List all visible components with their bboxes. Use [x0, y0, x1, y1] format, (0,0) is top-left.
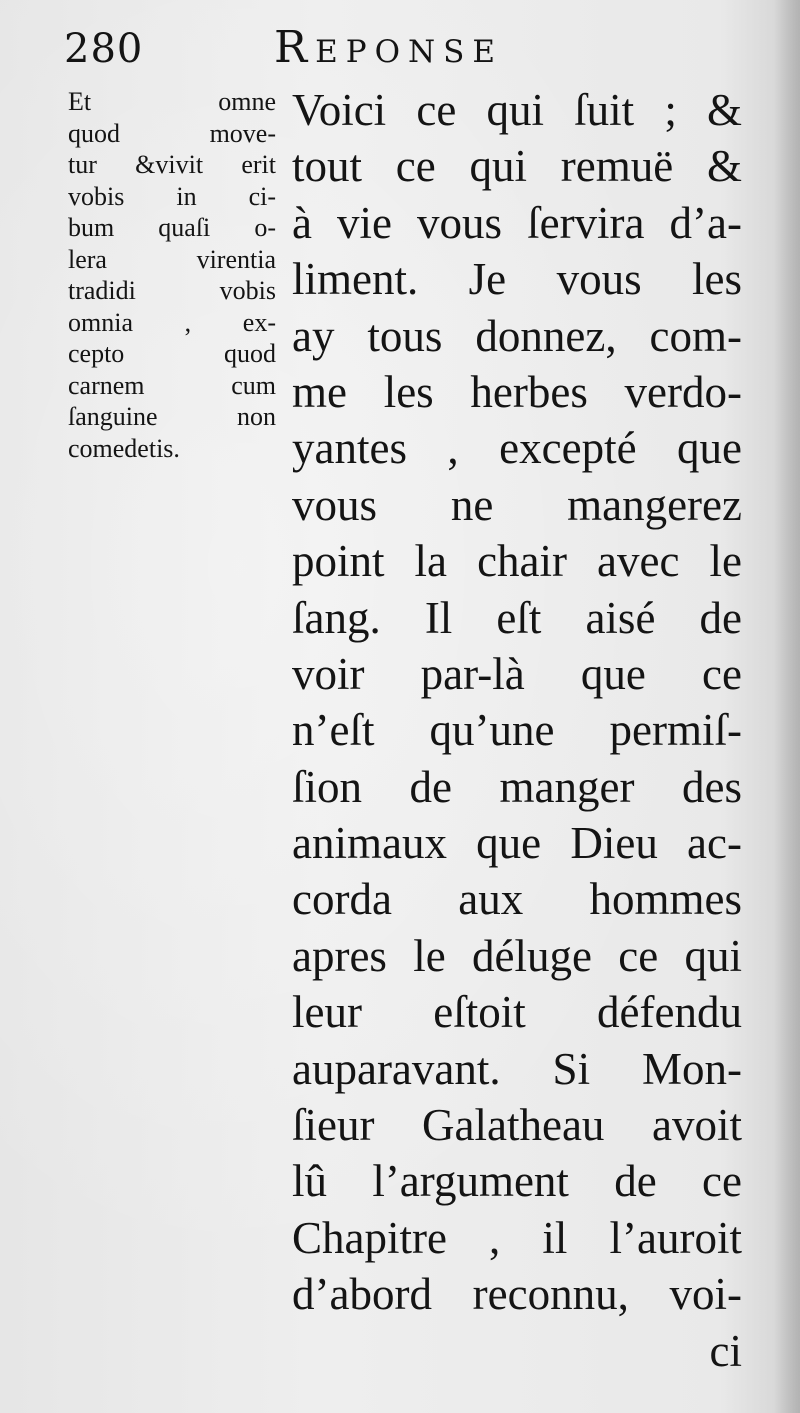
text-line: tout ce qui remuë &	[292, 141, 742, 192]
text-line: corda aux hommes	[292, 874, 742, 925]
text-line: ay tous donnez, com-	[292, 310, 742, 361]
margin-note-line: Et omne	[68, 87, 276, 116]
text-line: d’abord reconnu, voi-	[292, 1269, 742, 1320]
text-line: lû l’argument de ce	[292, 1156, 742, 1207]
margin-note-line: tur &vivit erit	[68, 150, 276, 179]
text-line: apres le déluge ce qui	[292, 930, 742, 981]
text-line: vous ne mangerez	[292, 479, 742, 530]
text-line: à vie vous ſervira d’a-	[292, 197, 742, 248]
text-line: ſang. Il eſt aisé de	[292, 592, 742, 643]
margin-note-line: vobis in ci-	[68, 181, 276, 211]
page-number: 280	[64, 26, 144, 72]
text-line: animaux que Dieu ac-	[292, 818, 742, 869]
text-line: Voici ce qui ſuit ; &	[292, 85, 742, 135]
running-head: Reponse	[274, 22, 504, 73]
text-line: liment. Je vous les	[292, 254, 742, 305]
page-gutter-shadow	[774, 0, 800, 1413]
margin-note-line: carnem cum	[68, 370, 276, 400]
catchword: ci	[709, 1325, 742, 1376]
page-header	[64, 22, 764, 82]
text-line: me les herbes verdo-	[292, 366, 742, 417]
margin-note-line: ſanguine non	[68, 402, 276, 431]
text-line: Chapitre , il l’auroit	[292, 1212, 742, 1263]
text-line: n’eſt qu’une permiſ-	[292, 705, 742, 756]
text-line: ſieur Galatheau avoit	[292, 1100, 742, 1151]
margin-note-line: quod move-	[68, 118, 276, 148]
text-line: yantes , excepté que	[292, 423, 742, 474]
margin-note-line: comedetis.	[68, 433, 180, 463]
margin-note-line: lera virentia	[68, 244, 276, 274]
text-line: leur eſtoit défendu	[292, 987, 742, 1038]
margin-note-latin	[68, 86, 276, 464]
text-line: voir par-là que ce	[292, 648, 742, 699]
text-line: auparavant. Si Mon-	[292, 1043, 742, 1094]
margin-note-line: tradidi vobis	[68, 276, 276, 305]
main-text-column	[292, 82, 742, 1379]
margin-note-line: cepto quod	[68, 339, 276, 368]
margin-note-line: omnia , ex-	[68, 307, 276, 337]
margin-note-line: bum quaſi o-	[68, 213, 276, 242]
text-line: ſion de manger des	[292, 761, 742, 812]
text-line: point la chair avec le	[292, 536, 742, 587]
